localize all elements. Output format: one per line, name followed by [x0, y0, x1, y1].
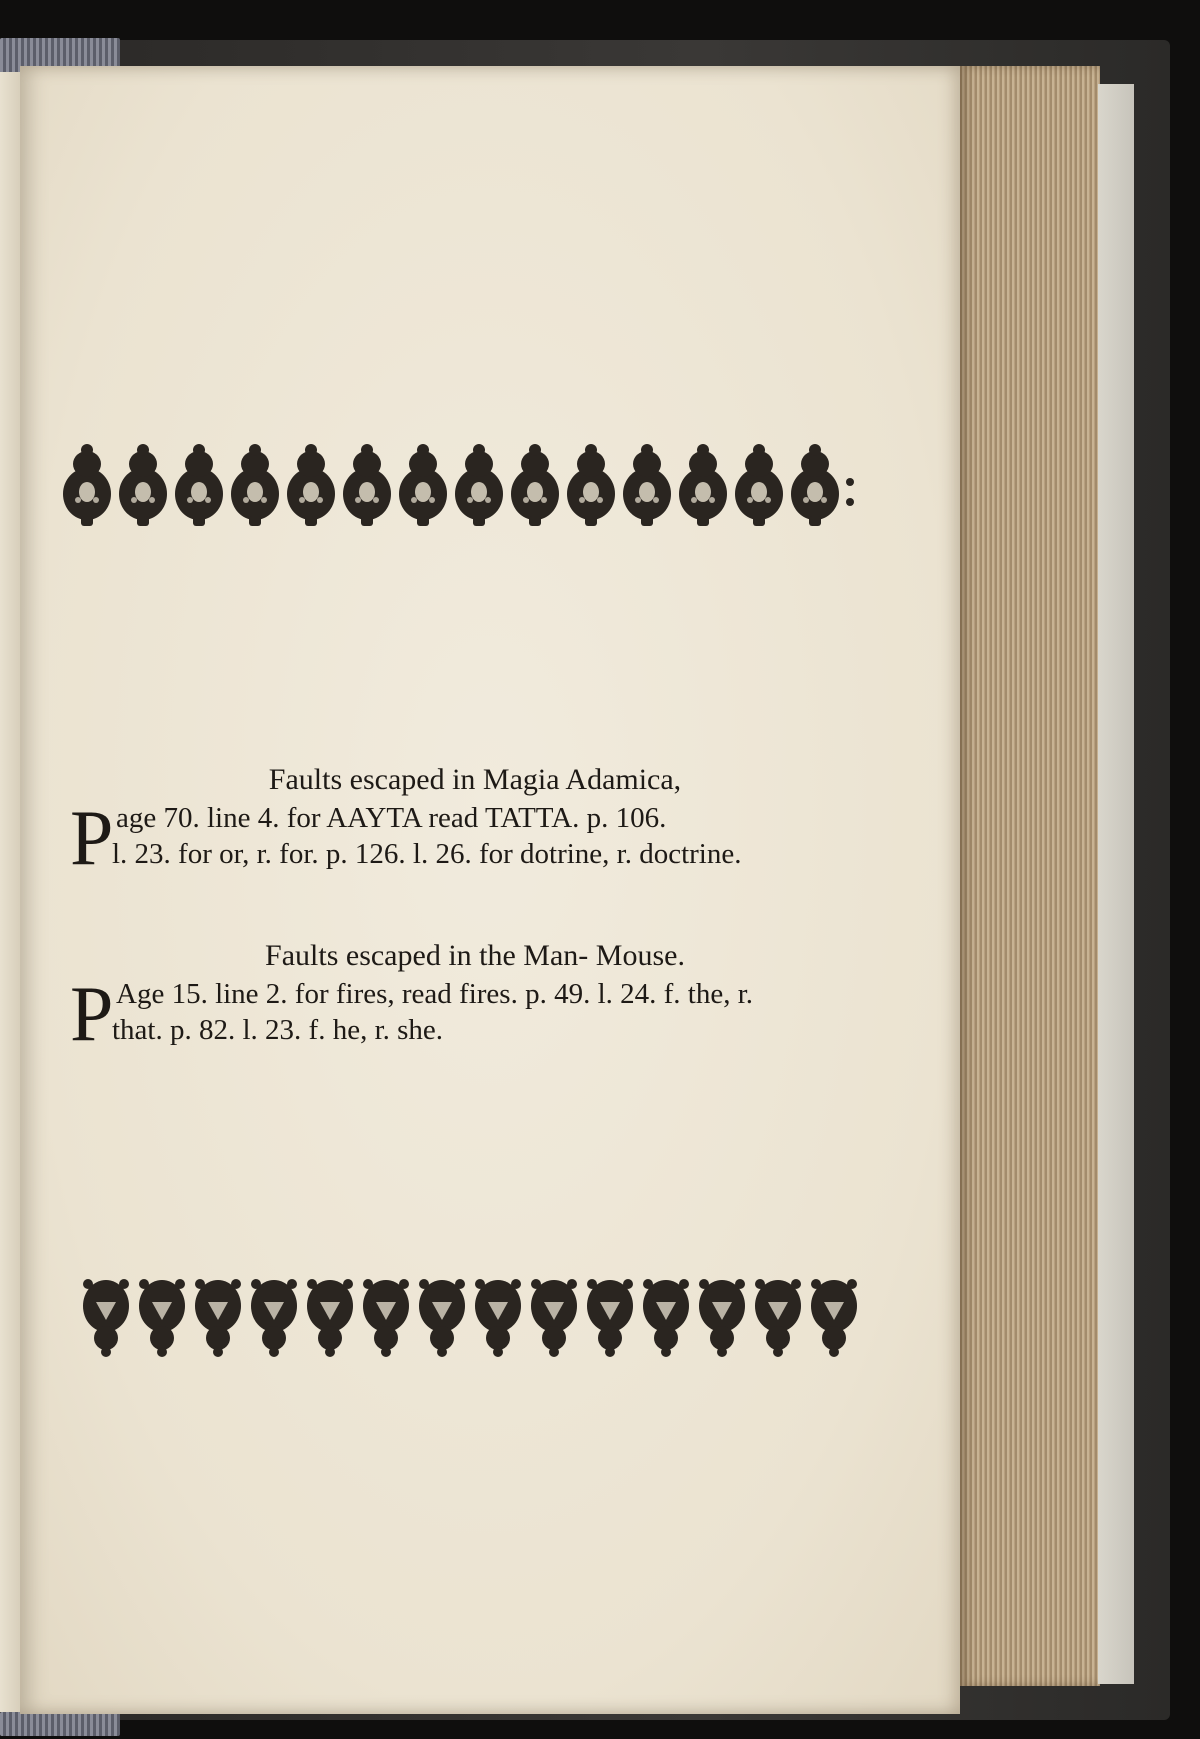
- errata-line: that. p. 82. l. 23. f. he, r. she.: [112, 1014, 444, 1046]
- errata-entry: [70, 970, 880, 1057]
- headband-bottom: [0, 1712, 120, 1736]
- errata-entry: [70, 794, 880, 881]
- drop-cap: P: [70, 794, 114, 881]
- errata-line: l. 23. for or, r. for. p. 126. l. 26. for dotrine, r. doctrine.: [112, 838, 742, 870]
- endsheet: [1098, 84, 1134, 1684]
- drop-cap: P: [70, 970, 114, 1057]
- errata-section-man-mouse: [70, 936, 880, 1057]
- fleuron-ornament-top: [60, 442, 880, 532]
- errata-section-magia-adamica: [70, 760, 880, 881]
- errata-line: Age 15. line 2. for fires, read fires. p. 49. l. 24. f. the, r.: [116, 978, 754, 1010]
- page-block-edges: [960, 66, 1100, 1686]
- errata-line: age 70. line 4. for AAYTA read TATTA. p. 106.: [116, 802, 667, 834]
- fleuron-ornament-bottom: [80, 1268, 880, 1358]
- errata-heading: Faults escaped in Magia Adamica,: [268, 763, 682, 796]
- errata-heading: Faults escaped in the Man- Mouse.: [265, 939, 685, 972]
- book-page: [20, 66, 960, 1714]
- facing-page-edge: [0, 72, 21, 1712]
